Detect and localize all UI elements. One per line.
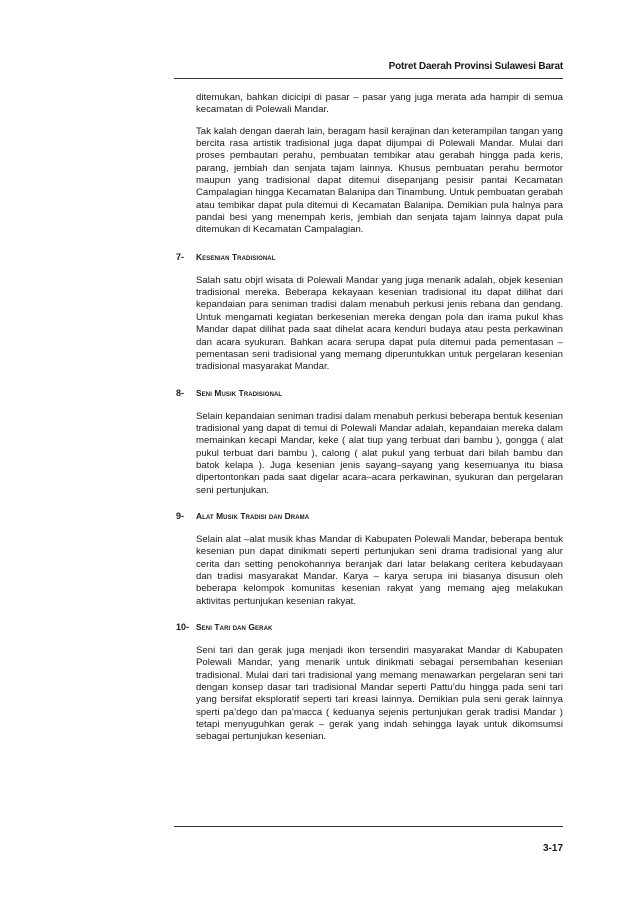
section-paragraph: Selain alat –alat musik khas Mandar di Kabupaten Polewali Mandar, beberapa bentuk kesenian pun dapat dinikmati seperti pertunjukan seni drama tradisional yang alur cerita dan setting penokohannya beranjak dari latar belakang ceritera kebudayaan dan tradisi masyarakat Mandar. Karya – karya serupa ini biasanya disusun oleh beberapa kelompok komunitas kesenian rakyat yang memang ajeg melakukan aktivitas pertunjukan kesenian rakyat. — [196, 533, 563, 607]
page-body — [176, 92, 563, 753]
section-heading — [176, 387, 563, 399]
section-number: 8- — [176, 387, 185, 398]
section-paragraph: Selain kepandaian seniman tradisi dalam menabuh perkusi beberapa bentuk kesenian tradisional yang dapat di temui di Polewali Mandar adalah, kepandaian mereka dalam memainkan kecapi Mandar, keke ( alat tiup yang terbuat dari bambu ), gongga ( alat pukul terbuat dari bambu ), calong ( alat pukul yang terbuat dari bilah bambu dan batok kelapa ). Juga kesenian jenis sayang–sayang yang kesemuanya itu biasa dipertontonkan pada saat digelar acara–acara perkawinan, syukuran dan pergelaran seni pertunjukan. — [196, 410, 563, 496]
section-heading — [176, 510, 563, 522]
running-header: Potret Daerah Provinsi Sulawesi Barat — [388, 61, 563, 72]
intro-paragraph: Tak kalah dengan daerah lain, beragam hasil kerajinan dan keterampilan tangan yang bercita rasa artistik tradisional juga dapat dijumpai di Polewali Mandar. Mulai dari proses pembautan perahu, pembuatan tembikar atau gerabah hingga pada keris, parang, jembiah dan senjata tajam lainnya. Khusus pembuatan perahu bermotor maupun yang tradisional dapat ditemui disepanjang pesisir pantai Kecamatan Campalagian hingga Kecamatan Balanipa dan Tinambung. Untuk pembuatan gerabah atau tembikar dapat pula ditemui di Kecamatan Balanipa. Demikian pula halnya para pandai besi yang menempah keris, jembiah dan senjata tajam lainnya dapat pula ditemukan di Kecamatan Campalagian. — [196, 125, 563, 236]
section-title: Seni Musik Tradisional — [196, 387, 283, 398]
intro-paragraph: ditemukan, bahkan dicicipi di pasar – pasar yang juga merata ada hampir di semua kecamatan di Polewali Mandar. — [196, 92, 563, 116]
section-number: 9- — [176, 510, 185, 521]
section-title: Seni Tari dan Gerak — [196, 622, 273, 632]
section-title: Kesenian Tradisional — [196, 251, 276, 262]
section-title: Alat Musik Tradisi dan Drama — [196, 510, 310, 521]
page-number: 3-17 — [542, 843, 563, 854]
section-heading — [176, 251, 563, 263]
section-heading — [176, 621, 563, 633]
section-number: 7- — [176, 251, 185, 262]
footer-divider — [174, 826, 563, 827]
section-number: 10- — [176, 622, 190, 632]
section-paragraph: Seni tari dan gerak juga menjadi ikon tersendiri masyarakat Mandar di Kabupaten Polewali Mandar, yang menarik untuk dinikmati sebagai persembahan kesenian tradisional. Mulai dari tari tradisional yang memang menawarkan pergelaran seni tari dengan konsep dasar tari tradisional Mandar seperti Pattu’du hingga pada seni tari yang bersifat eksploratif seperti tari kreasi lainnya. Demikian pula seni gerak lainnya sperti pa’dego dan pa’macca ( keduanya sejenis pertunjukan gerak tradisi Mandar ) tetapi menyuguhkan gerak – gerak yang indah sehingga layak untuk dikomsumsi sebagai pertunjukan kesenian. — [196, 645, 563, 743]
section-paragraph: Salah satu objrl wisata di Polewali Mandar yang juga menarik adalah, objek kesenian tradisional mereka. Beberapa kekayaan kesenian tradisional itu dapat dilihat dari kepandaian para seniman tradisi dalam menabuh perkusi jenis rebana dan gendang. Untuk mengamati kegiatan berkesenian mereka dengan pola dan irama pukul khas Mandar dapat dilihat pada saat dihelat acara kenduri budaya atau pesta perkawinan dan acara syukuran. Bahkan acara serupa dapat pula ditemui pada pementasan – pementasan seni tradisional yang memang diperuntukkan untuk pergelaran kesenian tradisional masyarakat Mandar. — [196, 274, 563, 373]
header-divider — [174, 78, 563, 79]
